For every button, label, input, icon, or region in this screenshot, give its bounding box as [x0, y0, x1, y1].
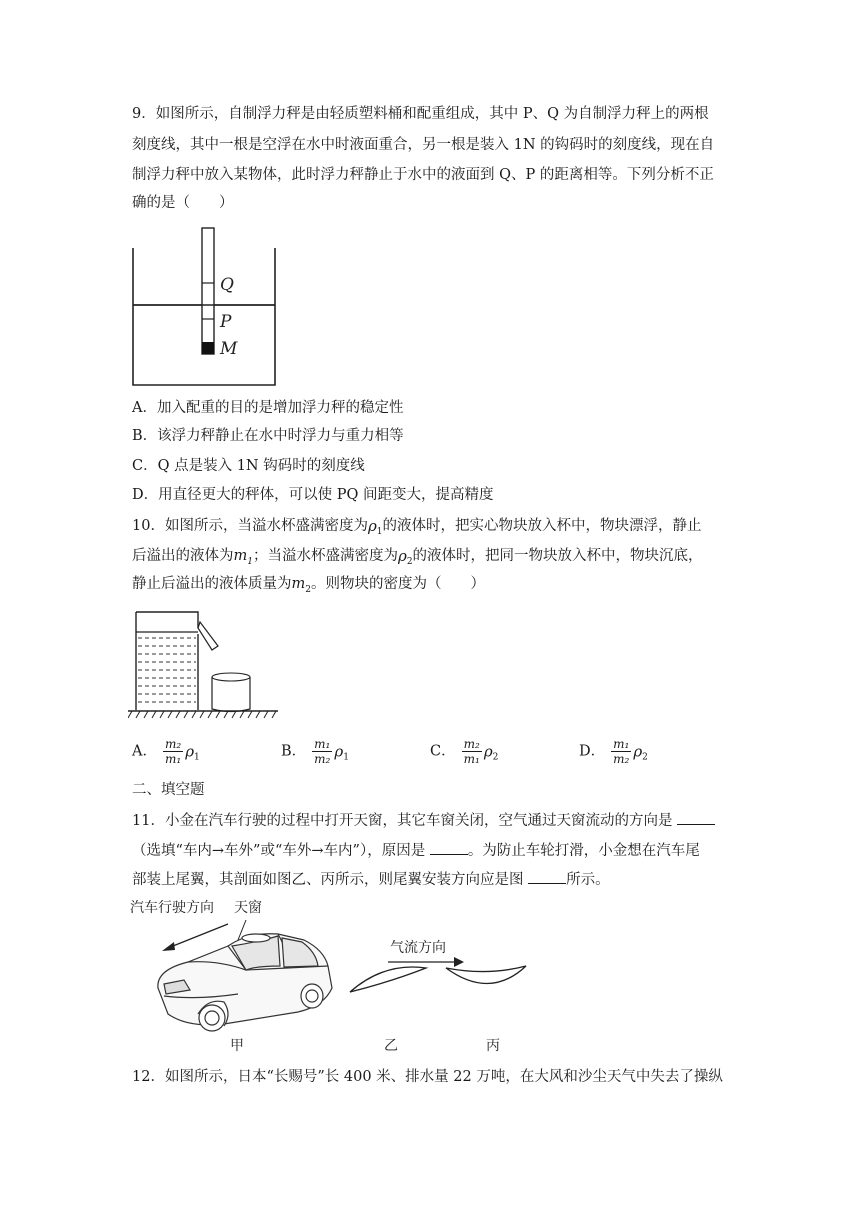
q9-figure-floating-scale [130, 226, 280, 388]
q10-option-c: C． $\frac{\text{m₂}}{\text{m₁}}$ $\rho_2$ [430, 737, 499, 766]
answer-blank-1[interactable] [677, 810, 715, 825]
q11-line-3: 部装上尾翼，其剖面如图乙、丙所示，则尾翼安装方向应是图 所示。 [132, 869, 610, 890]
label-bing: 丙 [486, 1038, 500, 1054]
q9-option-d: D．用直径更大的秤体，可以使 PQ 间距变大，提高精度 [132, 487, 494, 503]
q11-figure-car-and-wings [128, 896, 528, 1058]
q11-line-2: （选填“车内→车外”或“车外→车内”），原因是 。为防止车轮打滑，小金想在汽车尾 [132, 840, 700, 861]
q10-line-3: 静止后溢出的液体质量为$m_2$。则物块的密度为（ ） [132, 576, 485, 595]
q9-line-4: 确的是（ ） [132, 195, 234, 211]
label-sunroof: 天窗 [234, 900, 262, 916]
label-airflow: 气流方向 [390, 940, 446, 956]
answer-blank-3[interactable] [528, 869, 566, 884]
label-m: M [220, 339, 238, 359]
q11-line-1: 11．小金在汽车行驶的过程中打开天窗，其它车窗关闭，空气通过天窗流动的方向是 [132, 810, 715, 831]
label-car-direction: 汽车行驶方向 [130, 900, 214, 916]
section-heading-fill-in: 二、填空题 [132, 782, 205, 798]
q10-figure-overflow-cup [128, 610, 283, 720]
label-jia: 甲 [230, 1038, 244, 1054]
q10-option-b: B． $\frac{\text{m₁}}{\text{m₂}}$ $\rho_1$ [281, 737, 349, 766]
q10-option-d: D． $\frac{\text{m₁}}{\text{m₂}}$ $\rho_2$ [579, 737, 648, 766]
q9-line-2: 刻度线，其中一根是空浮在水中时液面重合，另一根是装入 1N 的钩码时的刻度线，现在自 [132, 137, 715, 153]
q9-option-b: B．该浮力秤静止在水中时浮力与重力相等 [132, 428, 404, 444]
q9-option-a: A．加入配重的目的是增加浮力秤的稳定性 [132, 400, 404, 416]
q12-line-1: 12．如图所示，日本“长赐号”长 400 米、排水量 22 万吨，在大风和沙尘天气中失去了操纵 [132, 1069, 723, 1085]
q10-line-1: 10．如图所示，当溢水杯盛满密度为$\rho_1$的液体时，把实心物块放入杯中，物块漂浮，静止 [132, 517, 702, 537]
q9-option-c: C．Q 点是装入 1N 钩码时的刻度线 [132, 458, 365, 474]
answer-blank-2[interactable] [430, 840, 468, 855]
rho-symbol: ρ [367, 517, 377, 535]
label-q: Q [220, 275, 234, 295]
label-yi: 乙 [384, 1038, 398, 1054]
q9-line-3: 制浮力秤中放入某物体，此时浮力秤静止于水中的液面到 Q、P 的距离相等。下列分析不正 [132, 167, 714, 183]
label-p: P [220, 312, 232, 332]
q9-line-1: 9．如图所示，自制浮力秤是由轻质塑料桶和配重组成，其中 P、Q 为自制浮力秤上的两根 [132, 106, 709, 122]
q10-option-a: A． $\frac{\text{m₂}}{\text{m₁}}$ $\rho_1$ [132, 737, 200, 766]
q10-line-2: 后溢出的液体为$m_1$；当溢水杯盛满密度为$\rho_2$的液体时，把同一物块放入杯中，物块沉底， [132, 547, 703, 567]
